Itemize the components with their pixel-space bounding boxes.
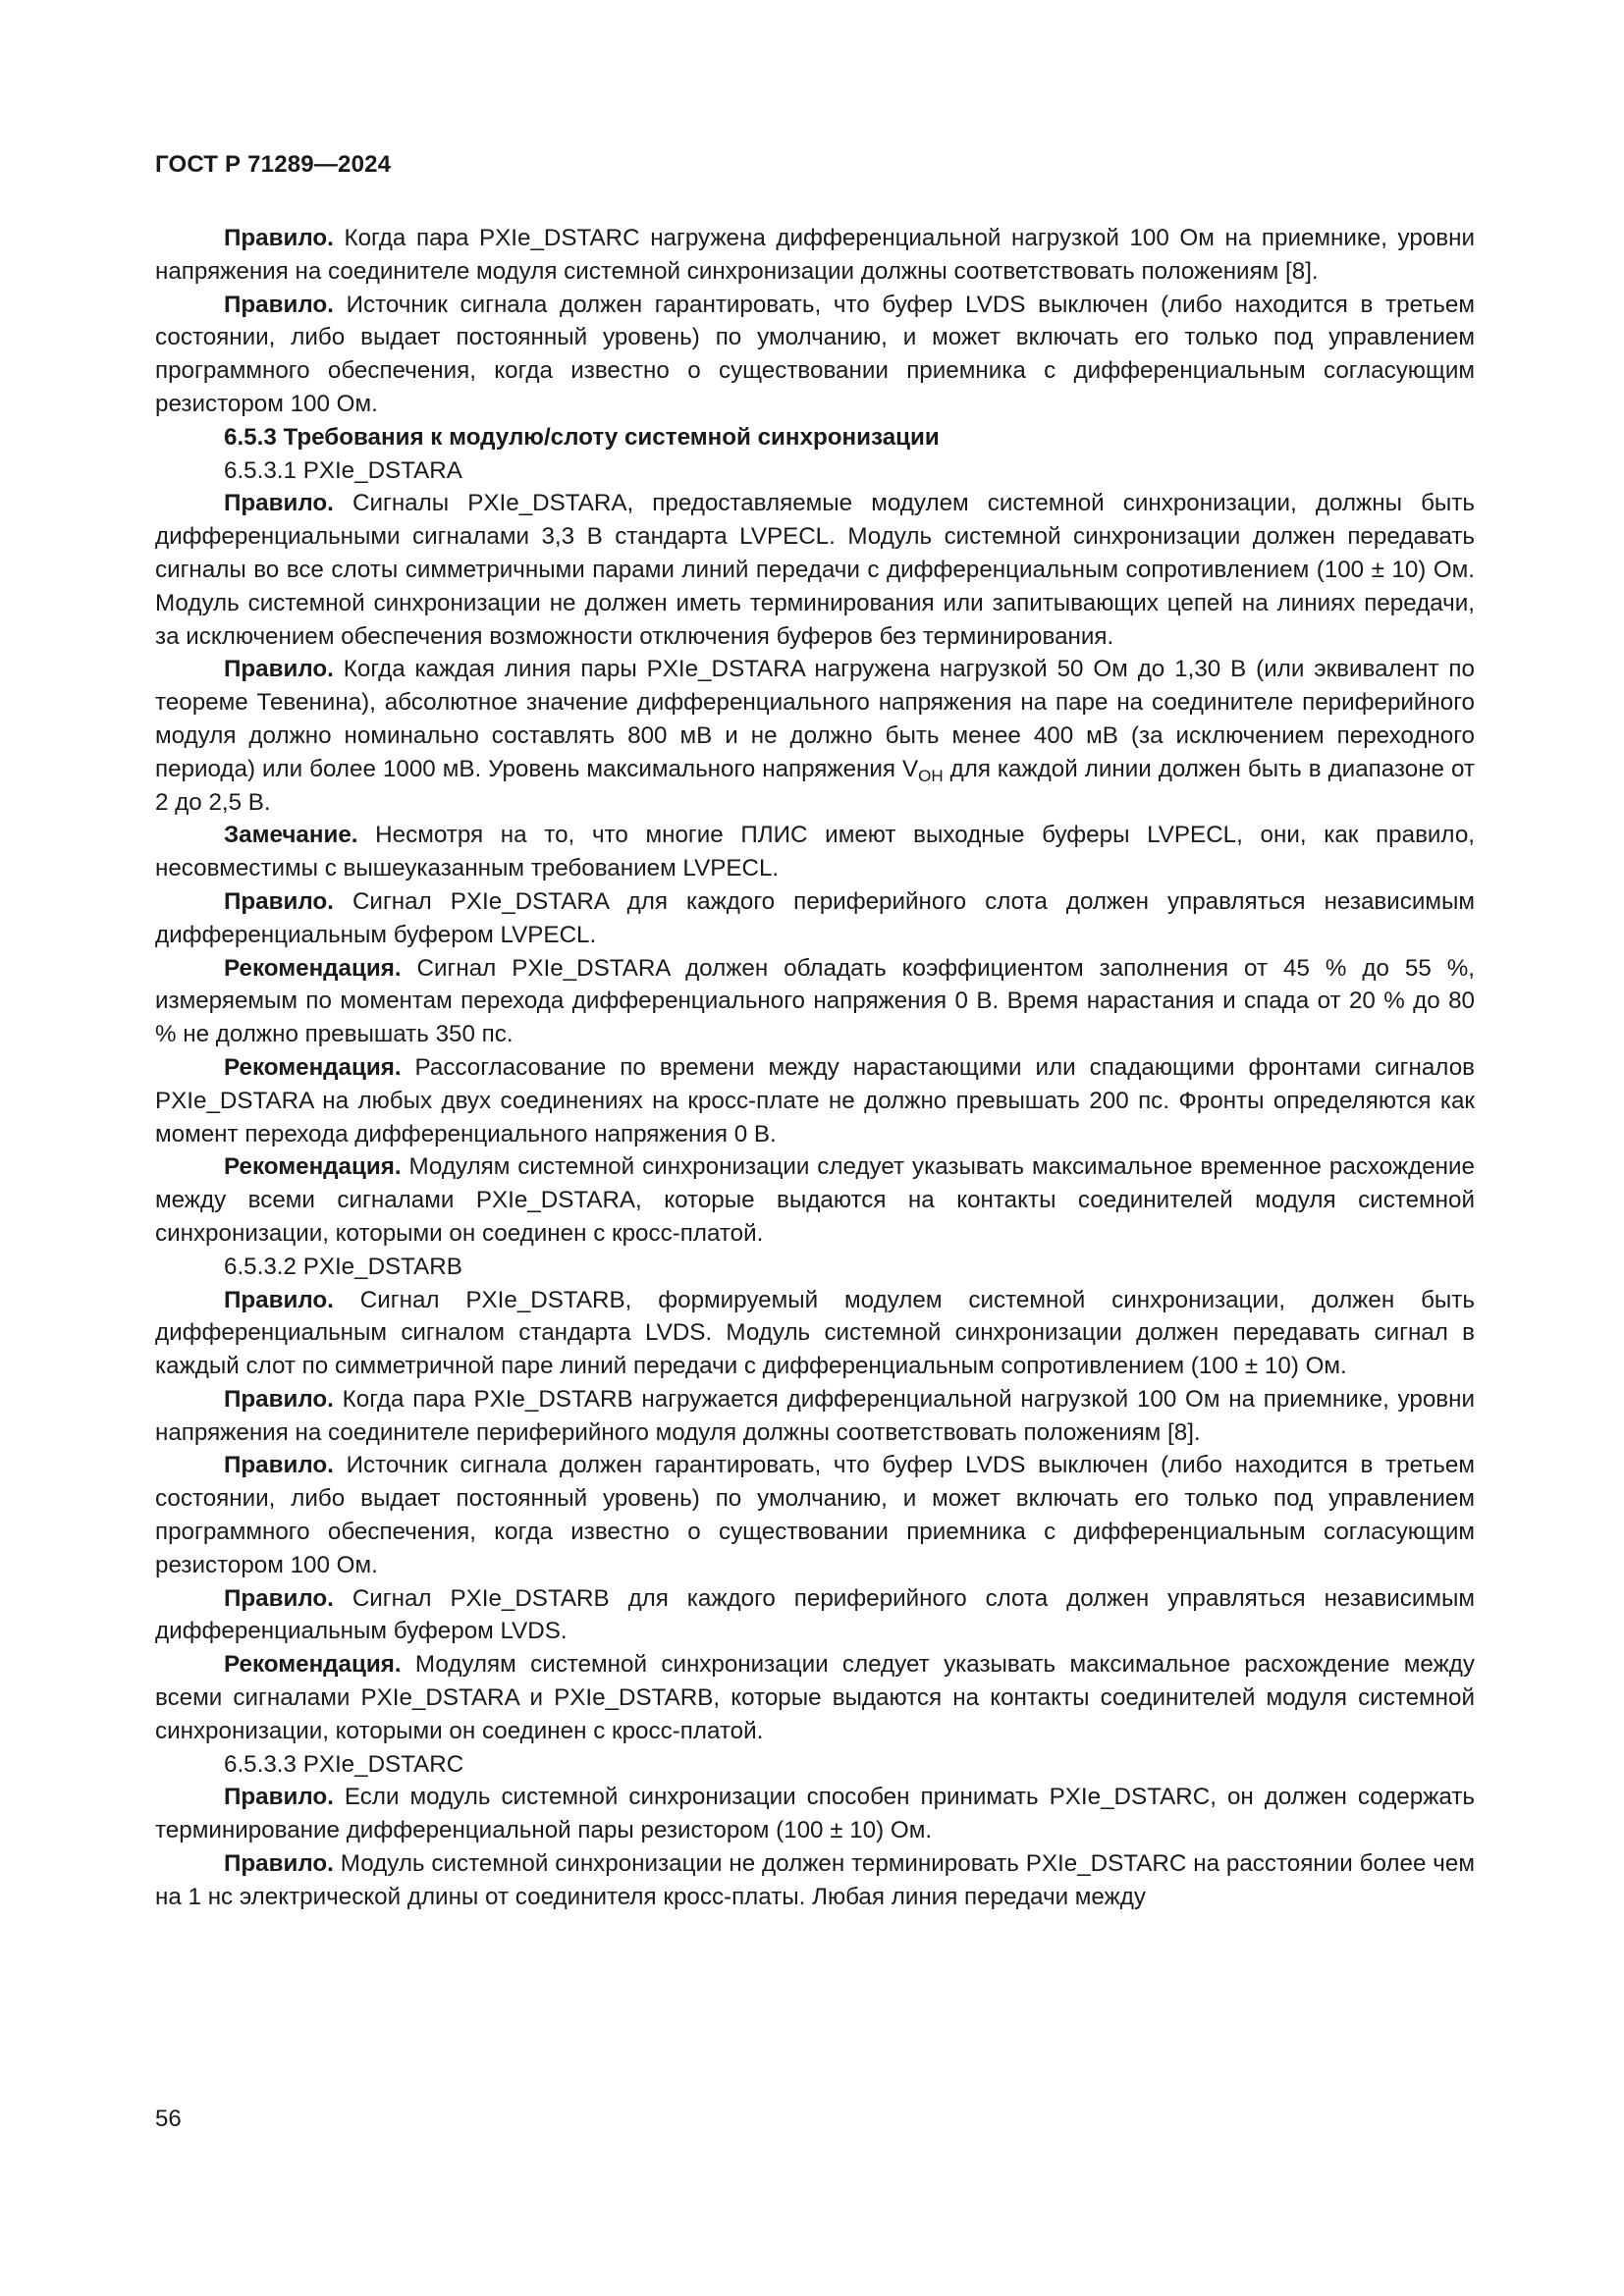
subscript: OH <box>918 766 944 785</box>
paragraph-recommendation <box>155 1648 1475 1747</box>
paragraph-text: Сигналы PXIe_DSTARA, предоставляемые модулем системной синхронизации, должны быть дифференциальными сигналами 3,3 В стандарта LVPECL. Модуль системной синхронизации должен передавать сигналы во все слоты симметричными парами линий передачи с дифференциальным сопротивлением (100 ± 10) Ом. Модуль системной синхронизации не должен иметь терминирования или запитывающих цепей на линиях передачи, за исключением обеспечения возможности отключения буферов без терминирования. <box>155 490 1475 650</box>
paragraph-text: Сигнал PXIe_DSTARB для каждого периферийного слота должен управляться независимым дифференциальным буфером LVDS. <box>155 1584 1475 1645</box>
paragraph-text: Модулям системной синхронизации следует указывать максимальное временное расхождение между всеми сигналами PXIe_DSTARA, которые выдаются на контакты соединителей модуля системной синхронизации, которыми он соединен с кросс-платой. <box>155 1153 1475 1247</box>
paragraph-recommendation <box>155 952 1475 1051</box>
paragraph-text-after: для каждой линии должен быть в диапазоне от 2 до 2,5 В. <box>155 755 1475 816</box>
document-header: ГОСТ Р 71289—2024 <box>155 151 392 178</box>
subsection-heading: 6.5.3.2 PXIe_DSTARB <box>224 1253 462 1280</box>
paragraph-lead: Правило. <box>224 1784 334 1811</box>
paragraph-lead: Правило. <box>224 1584 334 1612</box>
paragraph-lead: Правило. <box>224 656 334 683</box>
paragraph-lead: Правило. <box>224 490 334 517</box>
paragraph-text: Сигнал PXIe_DSTARA для каждого периферийного слота должен управляться независимым дифференциальным буфером LVPECL. <box>155 887 1475 948</box>
paragraph-rule <box>155 885 1475 952</box>
paragraph-lead: Правило. <box>224 1452 334 1479</box>
document-body <box>155 222 1475 1914</box>
section-heading: 6.5.3 Требования к модулю/слоту системной синхронизации <box>224 423 940 451</box>
paragraph-text: Модулям системной синхронизации следует указывать максимальное расхождение между всеми сигналами PXIe_DSTARA и PXIe_DSTARB, которые выдаются на контакты соединителей модуля системной синхронизации, которыми он соединен с кросс-платой. <box>155 1651 1475 1744</box>
paragraph-lead: Рекомендация. <box>224 1651 402 1679</box>
paragraph-text: Рассогласование по времени между нарастающими или спадающими фронтами сигналов PXIe_DSTARA на любых двух соединениях на кросс-плате не должно превышать 200 пс. Фронты определяются как момент перехода дифференциального напряжения 0 В. <box>155 1053 1475 1148</box>
paragraph-lead: Правило. <box>224 1286 334 1313</box>
paragraph-lead: Рекомендация. <box>224 1053 402 1081</box>
paragraph-lead: Правило. <box>224 1385 334 1413</box>
paragraph-text: Несмотря на то, что многие ПЛИС имеют выходные буферы LVPECL, они, как правило, несовместимы с вышеуказанным требованием LVPECL. <box>155 822 1475 882</box>
paragraph-text: Когда каждая линия пары PXIe_DSTARA нагружена нагрузкой 50 Ом до 1,30 В (или эквивалент по теореме Тевенина), абсолютное значение дифференциального напряжения на паре на соединителе периферийного модуля должно номинально составлять 800 мВ и не должно быть менее 400 мВ (за исключением переходного периода) или более 1000 мВ. Уровень максимального напряжения V <box>155 656 1475 782</box>
paragraph-text: Модуль системной синхронизации не должен терминировать PXIe_DSTARC на расстоянии более чем на 1 нс электрической длины от соединителя кросс-платы. Любая линия передачи между <box>155 1850 1475 1910</box>
paragraph-lead: Правило. <box>224 225 334 251</box>
paragraph-text: Источник сигнала должен гарантировать, что буфер LVDS выключен (либо находится в третьем состоянии, либо выдает постоянный уровень) по умолчанию, и может включать его только под управлением программного обеспечения, когда известно о существовании приемника с дифференциальным согласующим резистором 100 Ом. <box>155 291 1475 417</box>
paragraph-lead: Замечание. <box>224 822 358 849</box>
paragraph-text: Если модуль системной синхронизации способен принимать PXIe_DSTARC, он должен содержать терминирование дифференциальной пары резистором (100 ± 10) Ом. <box>155 1784 1475 1844</box>
paragraph-text: Когда пара PXIe_DSTARB нагружается дифференциальной нагрузкой 100 Ом на приемнике, уровни напряжения на соединителе периферийного модуля должны соответствовать положениям [8]. <box>155 1385 1475 1446</box>
paragraph-text: Сигнал PXIe_DSTARA должен обладать коэффициентом заполнения от 45 % до 55 %, измеряемым по моментам перехода дифференциального напряжения 0 В. Время нарастания и спада от 20 % до 80 % не должно превышать 350 пс. <box>155 954 1475 1048</box>
paragraph-rule <box>155 487 1475 653</box>
paragraph-lead: Рекомендация. <box>224 954 402 982</box>
paragraph-recommendation <box>155 1150 1475 1250</box>
paragraph-rule <box>155 1582 1475 1649</box>
paragraph-rule <box>155 289 1475 421</box>
page-number: 56 <box>155 2106 182 2132</box>
paragraph-text: Когда пара PXIe_DSTARC нагружена дифференциальной нагрузкой 100 Ом на приемнике, уровни напряжения на соединителе модуля системной синхронизации должны соответствовать положениям [8]. <box>155 225 1475 285</box>
paragraph-lead: Правило. <box>224 291 334 318</box>
paragraph-rule <box>155 1781 1475 1847</box>
paragraph-lead: Правило. <box>224 1850 334 1878</box>
paragraph-rule <box>155 1284 1475 1383</box>
paragraph-rule <box>155 222 1475 289</box>
paragraph-text: Источник сигнала должен гарантировать, что буфер LVDS выключен (либо находится в третьем состоянии, либо выдает постоянный уровень) по умолчанию, и может включать его только под управлением программного обеспечения, когда известно о существовании приемника с дифференциальным согласующим резистором 100 Ом. <box>155 1452 1475 1578</box>
paragraph-rule <box>155 1383 1475 1450</box>
subsection-heading: 6.5.3.3 PXIe_DSTARC <box>224 1750 464 1778</box>
paragraph-rule <box>155 653 1475 819</box>
paragraph-rule <box>155 1847 1475 1914</box>
paragraph-note <box>155 819 1475 885</box>
paragraph-text: Сигнал PXIe_DSTARB, формируемый модулем системной синхронизации, должен быть дифференциальным сигналом стандарта LVDS. Модуль системной синхронизации должен передавать сигнал в каждый слот по симметричной паре линий передачи с дифференциальным сопротивлением (100 ± 10) Ом. <box>155 1286 1475 1380</box>
paragraph-recommendation <box>155 1051 1475 1150</box>
paragraph-lead: Правило. <box>224 887 334 915</box>
paragraph-lead: Рекомендация. <box>224 1153 402 1181</box>
subsection-heading: 6.5.3.1 PXIe_DSTARA <box>224 456 462 484</box>
paragraph-rule <box>155 1449 1475 1581</box>
